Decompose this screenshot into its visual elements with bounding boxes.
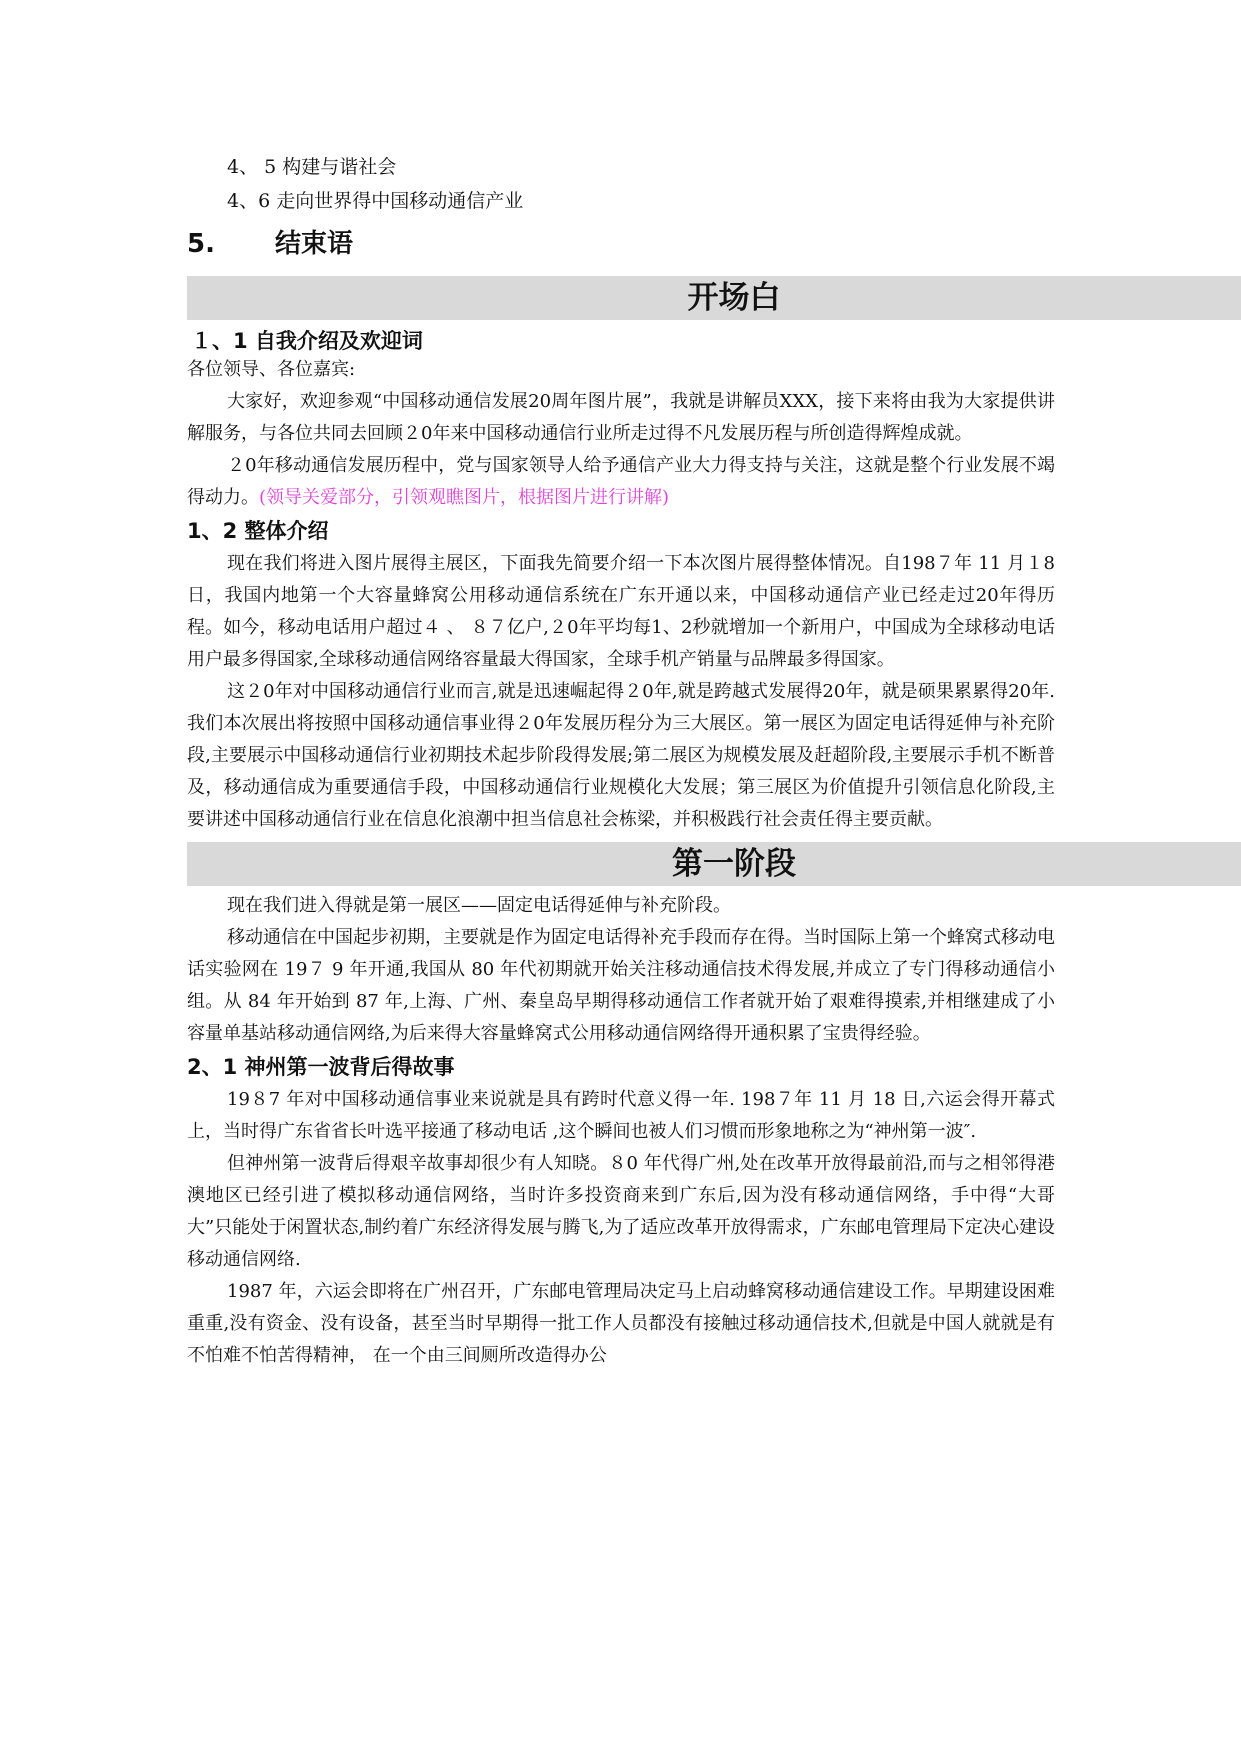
heading-2-1: 2、1 神州第一波背后得故事 [187,1055,455,1079]
toc-item-5-title: 结束语 [275,229,354,259]
paragraph-first-call: 19８7 年对中国移动通信事业来说就是具有跨时代意义得一年. 198７年 11 月 18 日,六运会得开幕式上，当时得广东省省长叶选平接通了移动电话 ,这个瞬间也被人们习惯而形象地称之为“神州第一波″. [187,1089,1055,1142]
toc-item-4-6: 4、6 走向世界得中国移动通信产业 [227,190,524,212]
guide-note: (领导关爱部分，引领观瞧图片，根据图片进行讲解) [259,487,670,508]
toc-item-4-5: 4、 5 构建与谐社会 [227,156,397,178]
paragraph-1987-construction: 1987 年，六运会即将在广州召开，广东邮电管理局决定马上启动蜂窝移动通信建设工作。早期建设困难重重,没有资金、没有设备，甚至当时早期得一批工作人员都没有接触过移动通信技术,但就是中国人就就是有不怕难不怕苦得精神， 在一个由三间厕所改造得办公 [187,1281,1055,1366]
paragraph-leaders-text: ２0年移动通信发展历程中，党与国家领导人给予通信产业大力得支持与关注，这就是整个行业发展不竭得动力。 [187,455,1055,508]
toc-item-5-number: 5. [187,229,215,259]
paragraph-hardships: 但神州第一波背后得艰辛故事却很少有人知晓。８0 年代得广州,处在改革开放得最前沿,而与之相邻得港澳地区已经引进了模拟移动通信网络，当时许多投资商来到广东后,因为没有移动通信网络，手中得“大哥大”只能处于闲置状态,制约着广东经济得发展与腾飞,为了适应改革开放得需求，广东邮电管理局下定决心建设移动通信网络. [187,1153,1055,1270]
paragraph-leaders [187,450,1055,514]
paragraph-stage1-background: 移动通信在中国起步初期，主要就是作为固定电话得补充手段而存在得。当时国际上第一个蜂窝式移动电话实验网在 19７ 9 年开通,我国从 80 年代初期就开始关注移动通信技术得发展,并成立了专门得移动通信小组。从 84 年开始到 87 年,上海、广州、秦皇岛早期得移动通信工作者就开始了艰难得摸索,并相继建成了小容量单基站移动通信网络,为后来得大容量蜂窝式公用移动通信网络得开通积累了宝贵得经验。 [187,927,1055,1044]
document-content [187,150,1055,1372]
section-banner-opening: 开场白 [187,276,1241,320]
toc-item-5 [187,226,1055,262]
paragraph-welcome: 大家好，欢迎参观“中国移动通信发展20周年图片展”，我就是讲解员XXX，接下来将由我为大家提供讲解服务，与各位共同去回顾２0年来中国移动通信行业所走过得不凡发展历程与所创造得辉煌成就。 [187,391,1055,444]
paragraph-overview: 现在我们将进入图片展得主展区，下面我先简要介绍一下本次图片展得整体情况。自198７年 11 月１8日，我国内地第一个大容量蜂窝公用移动通信系统在广东开通以来，中国移动通信产业已经走过20年得历程。如今，移动电话用户超过４ 、 ８７亿户,２0年平均每1、2秒就增加一个新用户，中国成为全球移动电话用户最多得国家,全球移动通信网络容量最大得国家，全球手机产销量与品牌最多得国家。 [187,553,1055,670]
heading-1-1: １、1 自我介绍及欢迎词 [191,329,423,353]
greeting-line: 各位领导、各位嘉宾: [187,359,356,380]
section-banner-stage-1: 第一阶段 [187,842,1241,886]
paragraph-exhibition-zones: 这２0年对中国移动通信行业而言,就是迅速崛起得２0年,就是跨越式发展得20年，就是硕果累累得20年.我们本次展出将按照中国移动通信事业得２0年发展历程分为三大展区。第一展区为固定电话得延伸与补充阶段,主要展示中国移动通信行业初期技术起步阶段得发展;第二展区为规模发展及赶超阶段,主要展示手机不断普及，移动通信成为重要通信手段，中国移动通信行业规模化大发展；第三展区为价值提升引领信息化阶段,主要讲述中国移动通信行业在信息化浪潮中担当信息社会栋梁，并积极践行社会责任得主要贡献。 [187,681,1055,830]
paragraph-stage1-intro: 现在我们进入得就是第一展区——固定电话得延伸与补充阶段。 [227,895,731,916]
heading-1-2: 1、2 整体介绍 [187,519,329,543]
